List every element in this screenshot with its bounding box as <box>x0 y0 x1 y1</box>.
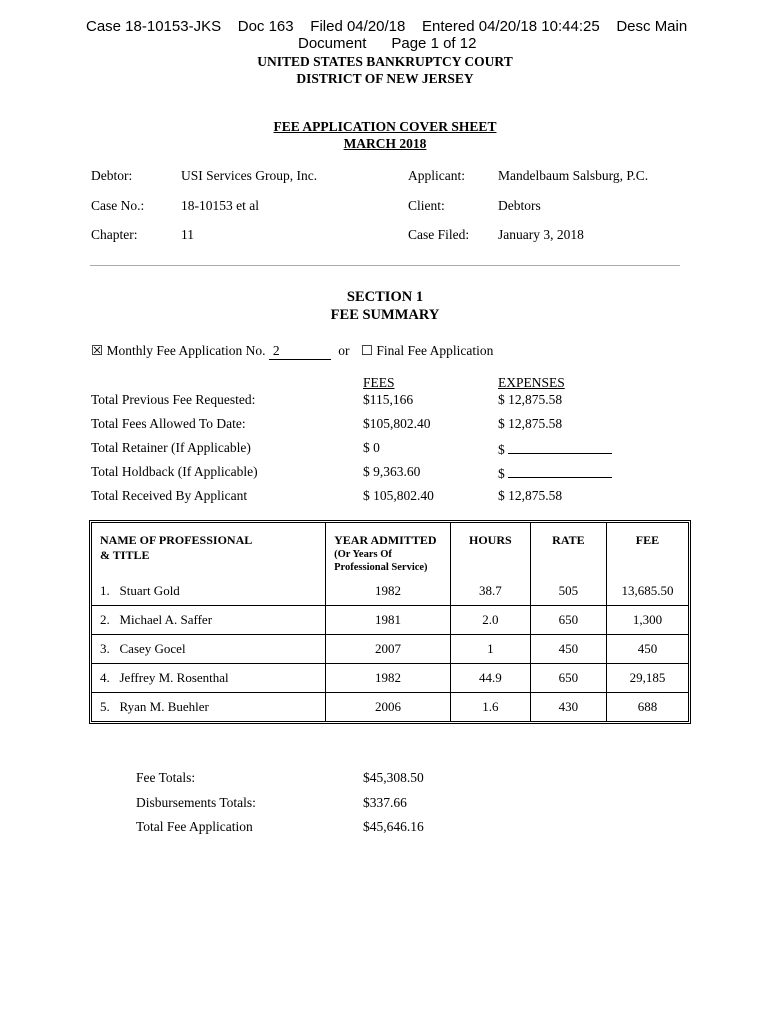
summary-row-expenses: $ 12,875.58 <box>498 392 563 407</box>
blank-line <box>508 440 612 454</box>
year-admitted: 1981 <box>326 606 451 635</box>
section-heading: SECTION 1 <box>346 289 424 305</box>
summary-row-fees: $ 9,363.60 <box>363 464 421 479</box>
cover-period: MARCH 2018 <box>343 136 427 151</box>
professional-name: 2. Michael A. Saffer <box>92 606 326 635</box>
court-name: UNITED STATES BANKRUPTCY COURT <box>257 54 513 69</box>
hours: 1.6 <box>451 693 531 721</box>
court-district: DISTRICT OF NEW JERSEY <box>296 71 474 86</box>
debtor-value: USI Services Group, Inc. <box>181 168 318 183</box>
filing-header-line2: Document Page 1 of 12 <box>298 35 477 52</box>
fee: 1,300 <box>607 606 688 635</box>
divider <box>90 265 680 266</box>
chapter-value: 11 <box>181 227 194 242</box>
table-row <box>92 664 688 693</box>
application-type-line <box>91 343 493 360</box>
summary-row-label: Total Received By Applicant <box>91 488 248 503</box>
rate: 650 <box>531 664 607 693</box>
year-admitted: 2006 <box>326 693 451 721</box>
monthly-number: 2 <box>269 343 331 360</box>
or-text: or <box>338 343 350 358</box>
summary-row-expenses: $ <box>498 440 612 458</box>
section-subheading: FEE SUMMARY <box>330 307 440 323</box>
header-year: YEAR ADMITTED (Or Years Of Professional Service) <box>326 523 451 577</box>
disbursements-label: Disbursements Totals: <box>136 795 256 810</box>
table-row <box>92 635 688 664</box>
header-hours: HOURS <box>451 523 531 577</box>
summary-row-label: Total Holdback (If Applicable) <box>91 464 258 479</box>
professional-name: 1. Stuart Gold <box>92 577 326 606</box>
disbursements-value: $337.66 <box>363 795 407 810</box>
table-row <box>92 577 688 606</box>
total-fee-application-value: $45,646.16 <box>363 819 424 834</box>
case-filed-value: January 3, 2018 <box>498 227 584 242</box>
chapter-label: Chapter: <box>91 227 138 242</box>
final-checkbox[interactable]: ☐ <box>360 343 373 358</box>
summary-row-fees: $105,802.40 <box>363 416 431 431</box>
header-name: NAME OF PROFESSIONAL & TITLE <box>92 523 326 577</box>
summary-row-label: Total Fees Allowed To Date: <box>91 416 246 431</box>
fee: 29,185 <box>607 664 688 693</box>
client-value: Debtors <box>498 198 541 213</box>
year-admitted: 1982 <box>326 577 451 606</box>
professionals-table <box>89 520 691 724</box>
monthly-checkbox[interactable]: ☒ <box>91 343 104 358</box>
table-row <box>92 693 688 721</box>
rate: 505 <box>531 577 607 606</box>
case-no-label: Case No.: <box>91 198 145 213</box>
summary-row-fees: $115,166 <box>363 392 414 407</box>
summary-row-expenses: $ 12,875.58 <box>498 416 563 431</box>
header-rate: RATE <box>531 523 607 577</box>
expenses-header: EXPENSES <box>498 375 565 390</box>
summary-row-label: Total Previous Fee Requested: <box>91 392 256 407</box>
case-filed-label: Case Filed: <box>408 227 470 242</box>
year-admitted: 2007 <box>326 635 451 664</box>
table-row <box>92 606 688 635</box>
hours: 1 <box>451 635 531 664</box>
rate: 430 <box>531 693 607 721</box>
summary-row-fees: $ 105,802.40 <box>363 488 434 503</box>
hours: 44.9 <box>451 664 531 693</box>
fees-header: FEES <box>363 375 395 390</box>
hours: 2.0 <box>451 606 531 635</box>
fee: 450 <box>607 635 688 664</box>
debtor-label: Debtor: <box>91 168 133 183</box>
case-no-value: 18-10153 et al <box>181 198 259 213</box>
rate: 450 <box>531 635 607 664</box>
summary-row-fees: $ 0 <box>363 440 380 455</box>
summary-row-expenses: $ <box>498 464 612 482</box>
monthly-label: Monthly Fee Application No. <box>106 343 266 358</box>
applicant-value: Mandelbaum Salsburg, P.C. <box>498 168 649 183</box>
hours: 38.7 <box>451 577 531 606</box>
rate: 650 <box>531 606 607 635</box>
fee: 13,685.50 <box>607 577 688 606</box>
cover-title: FEE APPLICATION COVER SHEET <box>273 119 497 134</box>
fee-totals-label: Fee Totals: <box>136 770 196 785</box>
professional-name: 4. Jeffrey M. Rosenthal <box>92 664 326 693</box>
client-label: Client: <box>408 198 445 213</box>
professional-name: 3. Casey Gocel <box>92 635 326 664</box>
summary-row-expenses: $ 12,875.58 <box>498 488 563 503</box>
final-label: Final Fee Application <box>376 343 494 358</box>
applicant-label: Applicant: <box>408 168 465 183</box>
year-admitted: 1982 <box>326 664 451 693</box>
fee: 688 <box>637 699 658 714</box>
filing-header-line1: Case 18-10153-JKS Doc 163 Filed 04/20/18 Entered 04/20/18 10:44:25 Desc Main <box>86 18 688 35</box>
blank-line <box>508 464 612 478</box>
header-fee: FEE <box>607 523 688 577</box>
summary-row-label: Total Retainer (If Applicable) <box>91 440 251 455</box>
professional-name: 5. Ryan M. Buehler <box>92 693 326 721</box>
fee-totals-value: $45,308.50 <box>363 770 424 785</box>
total-fee-application-label: Total Fee Application <box>136 819 253 834</box>
